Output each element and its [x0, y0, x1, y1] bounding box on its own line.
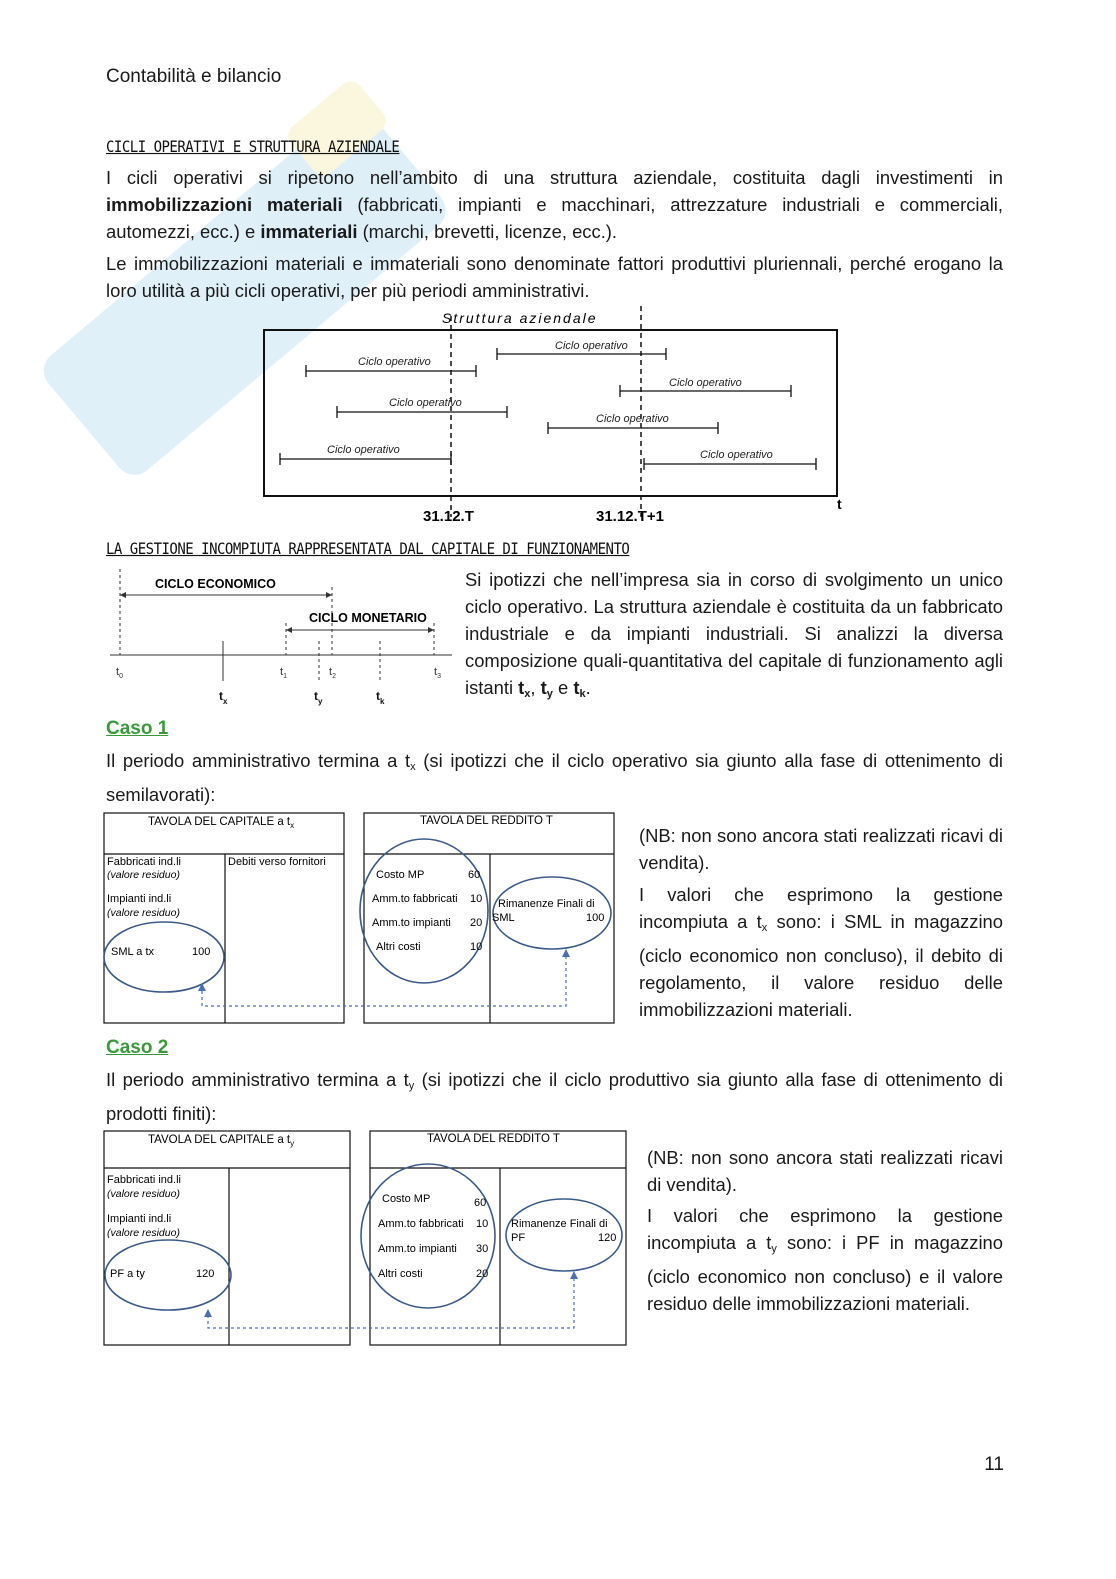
residuo-label: (valore residuo) [107, 869, 180, 881]
case-2-note-1: (NB: non sono ancora stati realizzati ricavi di vendita). [647, 1147, 1003, 1195]
case-2-tables [102, 1128, 630, 1350]
svg-text:Costo MP: Costo MP [382, 1193, 431, 1205]
page-number: 11 [984, 1454, 1004, 1475]
svg-text:60: 60 [474, 1197, 487, 1209]
svg-text:60: 60 [468, 869, 481, 881]
tick-t1: $t_1$ [280, 666, 287, 680]
svg-text:120: 120 [598, 1232, 617, 1244]
case-2-description: Il periodo amministrativo termina a $t_y$ (si ipotizzi che il ciclo produttivo sia giunto alla fase di ottenimento di prodotti finiti): [106, 1069, 1004, 1124]
case-1-note-2: I valori che esprimono la gestione incompiuta a $t_x$ sono: i SML in magazzino (ciclo economico non concluso), il debito di regolamento, il valore residuo delle immobilizzazioni materiali. [639, 884, 1003, 1020]
tick-tk: $t_k$ [376, 689, 385, 706]
case-1-title: Caso 1 [106, 718, 169, 739]
paragraph-cicli-1: I cicli operativi si ripetono nell’ambito di una struttura aziendale, costituita dagli investimenti in immobilizzazioni materiali (fabbricati, impianti e macchinari, attrezzature industriali e commerciali, automezzi, ecc.) e immateriali (marchi, brevetti, licenze, ecc.). [106, 167, 1003, 242]
svg-text:SML: SML [492, 912, 515, 924]
reddito-title: TAVOLA DEL REDDITO T [427, 1133, 560, 1145]
case-1-note-1: (NB: non sono ancora stati realizzati ricavi di vendita). [639, 825, 1003, 873]
capitale-title: TAVOLA DEL CAPITALE a $t_x$ [148, 816, 295, 830]
section-heading-cicli: CICLI OPERATIVI E STRUTTURA AZIENDALE [106, 138, 400, 157]
transfer-arrow [208, 1272, 574, 1328]
svg-text:20: 20 [476, 1268, 489, 1280]
svg-text:PF: PF [511, 1232, 526, 1244]
residuo-label: (valore residuo) [107, 1227, 180, 1239]
costi-circle [361, 1164, 495, 1308]
cycle-label: Ciclo operativo [669, 377, 742, 389]
case-1-description: Il periodo amministrativo termina a $t_x$ (si ipotizzi che il ciclo operativo sia giunto alla fase di ottenimento di semilavorati): [106, 750, 1004, 805]
reddito-title: TAVOLA DEL REDDITO T [420, 815, 553, 827]
svg-text:30: 30 [476, 1243, 489, 1255]
fabbricati-label: Fabbricati ind.li [107, 856, 181, 868]
svg-text:Rimanenze Finali di: Rimanenze Finali di [498, 898, 595, 910]
cycle-label: Ciclo operativo [555, 340, 628, 352]
sml-label: SML a tx [111, 946, 154, 958]
svg-text:Amm.to impianti: Amm.to impianti [378, 1243, 457, 1255]
fabbricati-label: Fabbricati ind.li [107, 1174, 181, 1186]
cycle-label: Ciclo operativo [700, 449, 773, 461]
svg-text:Amm.to fabbricati: Amm.to fabbricati [378, 1218, 464, 1230]
cycle-label: Ciclo operativo [389, 397, 462, 409]
svg-text:Amm.to fabbricati: Amm.to fabbricati [372, 893, 458, 905]
svg-text:Rimanenze Finali di: Rimanenze Finali di [511, 1218, 608, 1230]
impianti-label: Impianti ind.li [107, 893, 172, 905]
impianti-label: Impianti ind.li [107, 1213, 172, 1225]
tick-t0: $t_0$ [116, 666, 123, 680]
marker-31-12-T: 31.12.T [423, 508, 474, 525]
tick-t3: $t_3$ [434, 666, 441, 680]
pf-value: 120 [196, 1268, 215, 1280]
struttura-aziendale-diagram [250, 302, 860, 530]
case-2-title: Caso 2 [106, 1037, 169, 1058]
tick-ty: $t_y$ [314, 689, 323, 706]
debiti-label: Debiti verso fornitori [228, 856, 326, 868]
cycle-label: Ciclo operativo [596, 413, 669, 425]
svg-text:10: 10 [470, 941, 483, 953]
residuo-label: (valore residuo) [107, 1188, 180, 1200]
timeline-diagram [106, 565, 454, 713]
cycle-label: Ciclo operativo [327, 444, 400, 456]
section-heading-gestione: LA GESTIONE INCOMPIUTA RAPPRESENTATA DAL CAPITALE DI FUNZIONAMENTO [106, 540, 630, 559]
axis-label-t: t [837, 496, 842, 512]
svg-text:Altri costi: Altri costi [378, 1268, 423, 1280]
reddito-table-2 [370, 1131, 626, 1345]
svg-text:Altri costi: Altri costi [376, 941, 421, 953]
marker-31-12-T1: 31.12.T+1 [596, 508, 664, 525]
diagram-title: Struttura aziendale [442, 310, 598, 326]
paragraph-gestione-intro: Si ipotizzi che nell’impresa sia in corso di svolgimento un unico ciclo operativo. La struttura aziendale è costituita da un fabbricato industriale e da impianti industriali. Si analizzi la diversa composizione quali-quantitativa del capitale di funzionamento agli istanti $t_x$, $t_y$ e $t_k$. [465, 569, 1003, 700]
costi-circle [360, 839, 488, 983]
pf-label: PF a ty [110, 1268, 145, 1280]
page-header: Contabilità e bilancio [106, 66, 282, 87]
transfer-arrow [202, 950, 566, 1006]
svg-text:10: 10 [476, 1218, 489, 1230]
svg-text:10: 10 [470, 893, 483, 905]
cycle-label: Ciclo operativo [358, 356, 431, 368]
tick-t2: $t_2$ [329, 666, 336, 680]
svg-text:Costo MP: Costo MP [376, 869, 425, 881]
tick-tx: $t_x$ [219, 689, 228, 706]
sml-value: 100 [192, 946, 211, 958]
residuo-label: (valore residuo) [107, 907, 180, 919]
svg-text:100: 100 [586, 912, 605, 924]
case-2-note-2: I valori che esprimono la gestione incompiuta a $t_y$ sono: i PF in magazzino (ciclo economico non concluso) e il valore residuo delle immobilizzazioni materiali. [647, 1205, 1003, 1314]
case-1-tables [102, 810, 618, 1026]
label-ciclo-monetario: CICLO MONETARIO [309, 611, 427, 625]
paragraph-cicli-2: Le immobilizzazioni materiali e immateriali sono denominate fattori produttivi pluriennali, perché erogano la loro utilità a più cicli operativi, per più periodi amministrativi. [106, 253, 1003, 301]
svg-text:Amm.to impianti: Amm.to impianti [372, 917, 451, 929]
capitale-title: TAVOLA DEL CAPITALE a $t_y$ [148, 1134, 295, 1148]
svg-text:20: 20 [470, 917, 483, 929]
label-ciclo-economico: CICLO ECONOMICO [155, 577, 276, 591]
